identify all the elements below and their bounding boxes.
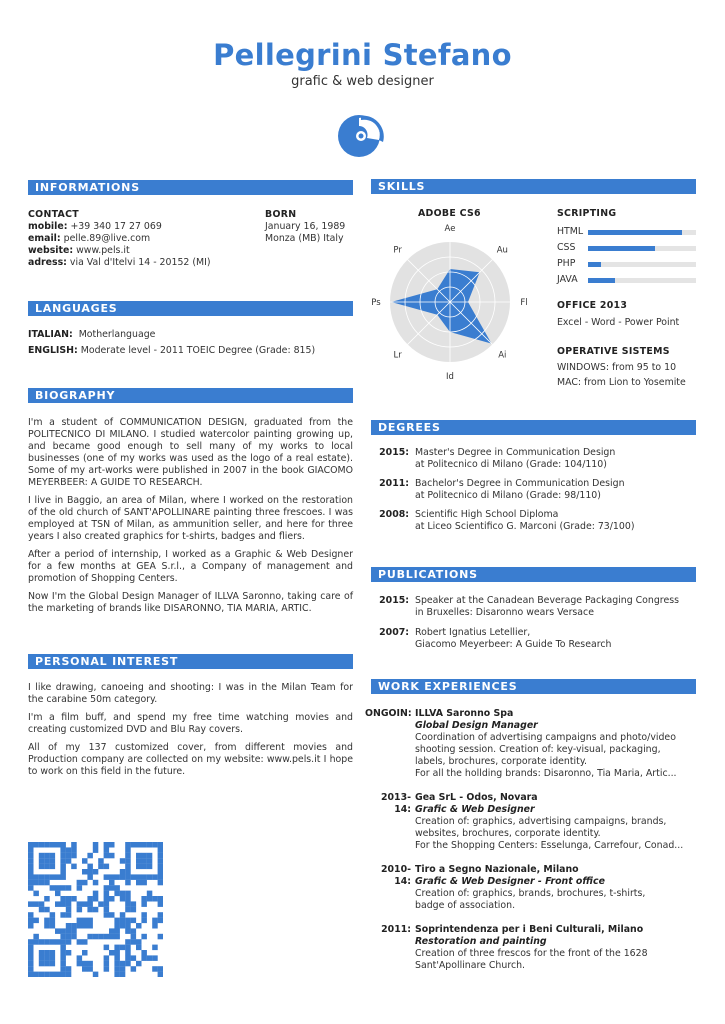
section-skills: SKILLS bbox=[371, 179, 696, 194]
scripting-bar-fill bbox=[588, 278, 615, 283]
work-role: Grafic & Web Designer bbox=[415, 804, 535, 815]
page-title: Pellegrini Stefano bbox=[213, 38, 512, 72]
radar-axis-label: Id bbox=[446, 372, 454, 382]
publication-year: 2015: bbox=[379, 595, 409, 606]
adobe-radar-chart bbox=[371, 222, 531, 382]
degree-item bbox=[371, 478, 701, 502]
work-item bbox=[365, 864, 705, 912]
biography-paragraph: Now I'm the Global Design Manager of ILLVA Saronno, taking care of the marketing of brands like DISARONNO, TIA MARIA, ARTIC. bbox=[28, 591, 353, 614]
work-year: 2013-14: bbox=[381, 792, 411, 815]
page-subtitle: grafic & web designer bbox=[291, 74, 434, 89]
degrees-list bbox=[371, 447, 701, 533]
degree-year: 2011: bbox=[379, 478, 409, 489]
website-label: website: bbox=[28, 245, 74, 256]
work-desc-line: For all the hollding brands: Disaronno, Tia Maria, Artic... bbox=[415, 768, 677, 779]
section-personal-interest: PERSONAL INTEREST bbox=[28, 654, 353, 669]
work-desc-line: Sant'Apollinare Church. bbox=[415, 960, 526, 971]
work-desc-line: badge of association. bbox=[415, 900, 516, 911]
work-company: ILLVA Saronno Spa bbox=[415, 708, 514, 719]
scripting-label: PHP bbox=[557, 258, 576, 269]
degree-detail: at Politecnico di Milano (Grade: 104/110) bbox=[415, 459, 607, 470]
logo-icon bbox=[335, 108, 387, 160]
work-year: ONGOIN: bbox=[365, 708, 412, 719]
language-value: Motherlanguage bbox=[78, 329, 156, 340]
section-biography: BIOGRAPHY bbox=[28, 388, 353, 403]
scripting-bar-track bbox=[588, 246, 696, 251]
section-degrees: DEGREES bbox=[371, 420, 696, 435]
work-desc-line: Coordination of advertising campaigns and photo/video bbox=[415, 732, 676, 743]
scripting-label: JAVA bbox=[557, 274, 578, 285]
work-company: Gea SrL - Odos, Novara bbox=[415, 792, 538, 803]
publication-detail: Giacomo Meyerbeer: A Guide To Research bbox=[415, 639, 612, 650]
scripting-bar-track bbox=[588, 262, 696, 267]
radar-axis-label: Lr bbox=[393, 350, 402, 361]
scripting-bar-fill bbox=[588, 246, 655, 251]
degree-item bbox=[371, 447, 701, 471]
degree-year: 2008: bbox=[379, 509, 409, 520]
interest-paragraph: All of my 137 customized cover, from different movies and Production company are collected on my website: www.pels.it I hope to work on this field in the future. bbox=[28, 742, 353, 777]
section-languages: LANGUAGES bbox=[28, 301, 353, 316]
work-item bbox=[365, 792, 705, 852]
email-label: email: bbox=[28, 233, 61, 244]
degree-title: Scientific High School Diploma bbox=[415, 509, 559, 520]
section-informations: INFORMATIONS bbox=[28, 180, 353, 195]
scripting-bar-fill bbox=[588, 262, 601, 267]
scripting-label: CSS bbox=[557, 242, 576, 253]
contact-block bbox=[28, 209, 258, 269]
degree-item bbox=[371, 509, 701, 533]
language-item bbox=[28, 329, 353, 341]
address-value: via Val d'Itelvi 14 - 20152 (MI) bbox=[69, 257, 211, 268]
scripting-heading: SCRIPTING bbox=[557, 208, 617, 219]
work-desc-line: For the Shopping Centers: Esselunga, Carrefour, Conad... bbox=[415, 840, 684, 851]
degree-detail: at Liceo Scientifico G. Marconi (Grade: 73/100) bbox=[415, 521, 635, 532]
degree-title: Bachelor's Degree in Communication Design bbox=[415, 478, 625, 489]
publication-item bbox=[371, 595, 701, 619]
born-date: January 16, 1989 bbox=[265, 221, 346, 232]
language-item bbox=[28, 345, 353, 357]
publication-title: Speaker at the Canadean Beverage Packaging Congress bbox=[415, 595, 679, 606]
scripting-bar-track bbox=[588, 278, 696, 283]
radar-axis-label: Pr bbox=[393, 245, 402, 256]
work-company: Soprintendenza per i Beni Culturali, Milano bbox=[415, 924, 644, 935]
contact-heading: CONTACT bbox=[28, 209, 79, 220]
publication-year: 2007: bbox=[379, 627, 409, 638]
address-label: adress: bbox=[28, 257, 67, 268]
work-role: Restoration and painting bbox=[415, 936, 547, 947]
language-label: ENGLISH: bbox=[28, 345, 78, 356]
work-item bbox=[365, 708, 705, 780]
biography-text bbox=[28, 417, 353, 621]
work-company: Tiro a Segno Nazionale, Milano bbox=[415, 864, 579, 875]
born-block bbox=[265, 209, 355, 245]
scripting-bar-fill bbox=[588, 230, 682, 235]
work-role: Global Design Manager bbox=[415, 720, 538, 731]
radar-axis-label: Ae bbox=[444, 224, 456, 234]
work-desc-line: shooting session. Creation of: key-visual, packaging, bbox=[415, 744, 661, 755]
work-desc-line: Creation of three frescos for the front of the 1628 bbox=[415, 948, 648, 959]
language-value: Moderate level - 2011 TOEIC Degree (Grade: 815) bbox=[80, 345, 316, 356]
os-heading: OPERATIVE SISTEMS bbox=[557, 346, 670, 357]
languages-list bbox=[28, 329, 353, 357]
radar-axis-label: Ai bbox=[498, 350, 507, 361]
radar-axis-label: Fl bbox=[520, 298, 528, 308]
section-work-experiences: WORK EXPERIENCES bbox=[371, 679, 696, 694]
degree-year: 2015: bbox=[379, 447, 409, 458]
work-desc-line: Creation of: graphics, brands, brochures, t-shirts, bbox=[415, 888, 646, 899]
scripting-bar-track bbox=[588, 230, 696, 235]
office-heading: OFFICE 2013 bbox=[557, 300, 628, 311]
degree-detail: at Politecnico di Milano (Grade: 98/110) bbox=[415, 490, 601, 501]
work-role: Grafic & Web Designer - Front office bbox=[415, 876, 605, 887]
os-windows: WINDOWS: from 95 to 10 bbox=[557, 362, 677, 373]
email-value[interactable]: pelle.89@live.com bbox=[63, 233, 151, 244]
website-value[interactable]: www.pels.it bbox=[76, 245, 130, 256]
publications-list bbox=[371, 595, 701, 651]
work-list bbox=[365, 708, 705, 972]
born-place: Monza (MB) Italy bbox=[265, 233, 344, 244]
qr-code-icon[interactable] bbox=[28, 842, 163, 977]
work-year: 2011: bbox=[381, 924, 411, 935]
born-heading: BORN bbox=[265, 209, 297, 220]
publication-detail: in Bruxelles: Disaronno wears Versace bbox=[415, 607, 594, 618]
section-publications: PUBLICATIONS bbox=[371, 567, 696, 582]
personal-interest-text bbox=[28, 682, 353, 784]
publication-item bbox=[371, 627, 701, 651]
radar-axis-label: Au bbox=[496, 245, 508, 256]
radar-axis-label: Ps bbox=[371, 298, 381, 308]
biography-paragraph: I'm a student of COMMUNICATION DESIGN, graduated from the POLITECNICO DI MILANO. I studied watercolor painting growing up, and became good enough to sell many of my works to local businesses (one of my works was used as the logo of a real estate). Some of my art-works were published in 2007 in the book GIACOMO MEYERBEER: A GUIDE TO RESEARCH. bbox=[28, 417, 353, 488]
scripting-label: HTML bbox=[557, 226, 584, 237]
degree-title: Master's Degree in Communication Design bbox=[415, 447, 616, 458]
work-desc-line: labels, brochures, corporate identity. bbox=[415, 756, 588, 767]
biography-paragraph: I live in Baggio, an area of Milan, where I worked on the restoration of the old church of SANT'APOLLINARE painting three frescoes. I was employed at TSN of Milan, as ammunition seller, and here for three years I also created graphics for t-shirts, badges and fliers. bbox=[28, 495, 353, 542]
work-desc-line: Creation of: graphics, advertising campaigns, brands, bbox=[415, 816, 667, 827]
mobile-value: +39 340 17 27 069 bbox=[70, 221, 162, 232]
work-item bbox=[365, 924, 705, 972]
interest-paragraph: I'm a film buff, and spend my free time watching movies and creating customized DVD and Blu Ray covers. bbox=[28, 712, 353, 735]
mobile-label: mobile: bbox=[28, 221, 68, 232]
work-year: 2010-14: bbox=[381, 864, 411, 887]
office-value: Excel - Word - Power Point bbox=[557, 317, 680, 328]
language-label: ITALIAN: bbox=[28, 329, 73, 340]
interest-paragraph: I like drawing, canoeing and shooting: I was in the Milan Team for the carabine 50m category. bbox=[28, 682, 353, 705]
publication-title: Robert Ignatius Letellier, bbox=[415, 627, 531, 638]
work-desc-line: websites, brochures, corporate identity. bbox=[415, 828, 601, 839]
adobe-heading: ADOBE CS6 bbox=[418, 208, 481, 219]
os-mac: MAC: from Lion to Yosemite bbox=[557, 377, 686, 388]
biography-paragraph: After a period of internship, I worked as a Graphic & Web Designer for a few months at GEA S.r.l., a Company of management and promotion of Shopping Centers. bbox=[28, 549, 353, 584]
